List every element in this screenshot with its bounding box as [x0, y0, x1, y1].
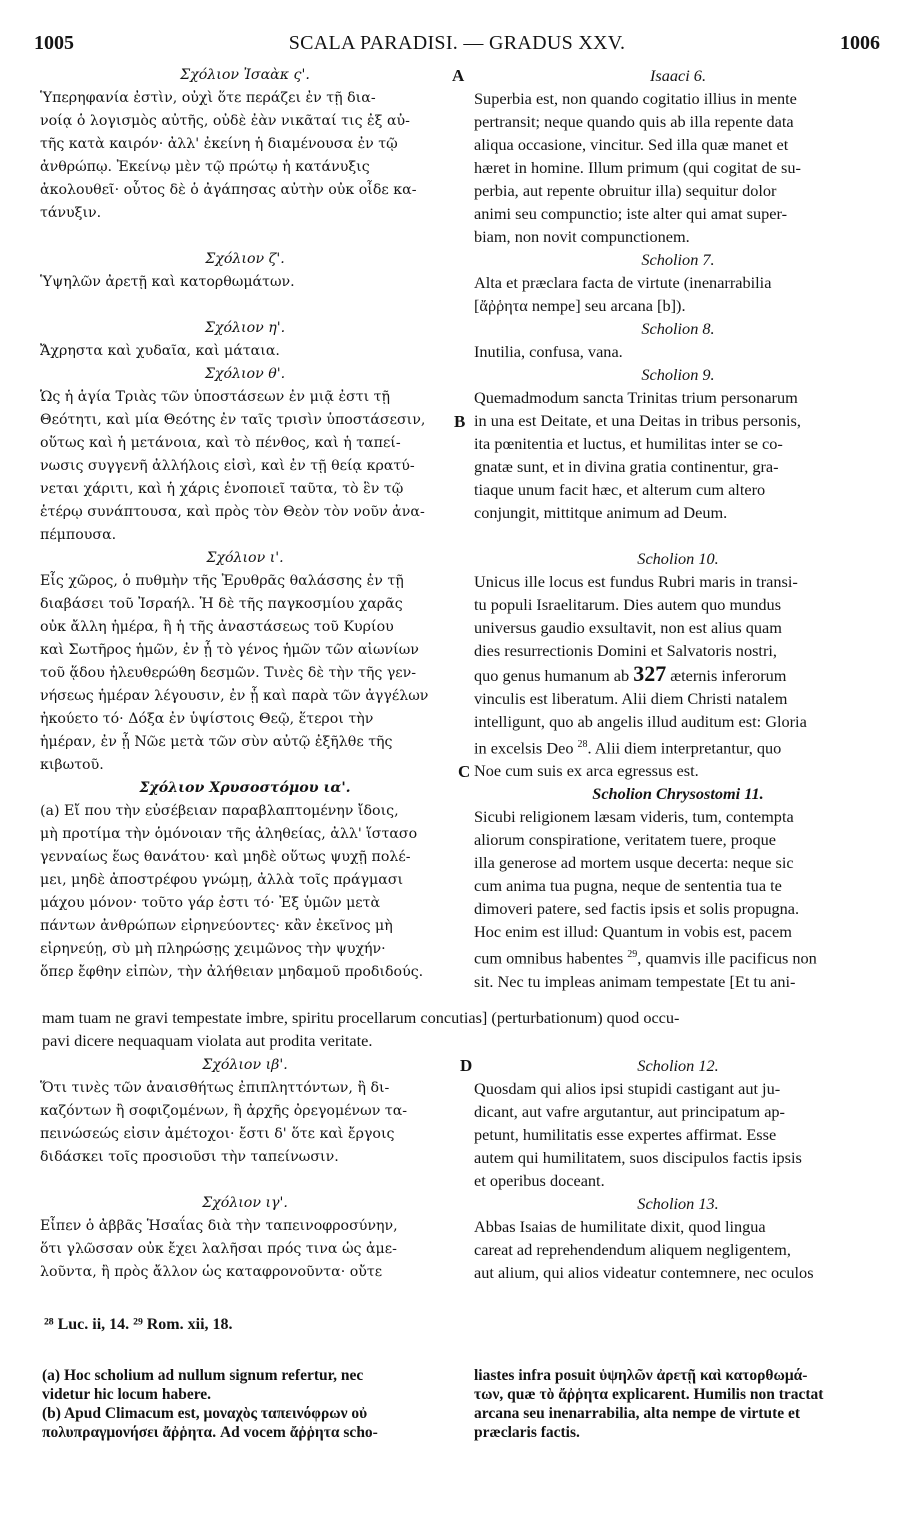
greek-line: ἑτέρῳ συνάπτουσα, καὶ πρὸς τὸν Θεὸν τὸν νοῦν ἀνα- — [40, 504, 425, 520]
greek-heading-10: Σχόλιον ι'. — [206, 550, 284, 566]
greek-line: τάνυξιν. — [40, 205, 102, 221]
greek-line: Ὑπερηφανία ἐστὶν, οὐχὶ ὅτε περάζει ἐν τῇ δια- — [40, 90, 376, 106]
notes-left — [42, 1366, 452, 1442]
greek-line: ὅπερ ἔφθην εἰπὼν, τὴν ἀλήθειαν μηδαμοῦ προδιδούς. — [40, 964, 424, 980]
latin-line: aliorum conspiratione, veritatem tuere, proque — [474, 830, 776, 850]
latin-text: quo genus humanum ab — [474, 666, 630, 685]
running-title: SCALA PARADISI. — GRADUS XXV. — [288, 32, 626, 54]
greek-heading-11: Σχόλιον Χρυσοστόμου ια'. — [139, 780, 351, 796]
greek-line: ἀκολουθεῖ· οὗτος δὲ ὁ ἀγάπησας αὐτὴν οὐκ οἶδε κα- — [40, 182, 417, 198]
greek-line: ὅτι γλῶσσαν οὐκ ἔχει λαλῆσαι πρός τινα ὡς ἀμε- — [40, 1241, 397, 1257]
latin-text: cum omnibus habentes — [474, 948, 624, 968]
greek-line: διδάσκει τοῖς προσιοῦσι τὴν ταπείνωσιν. — [40, 1149, 339, 1165]
greek-heading-6: Σχόλιον Ἰσαὰκ ς'. — [180, 67, 310, 83]
latin-heading-10: Scholion 10. — [637, 549, 719, 568]
greek-column-upper — [40, 64, 450, 984]
greek-heading-9: Σχόλιον θ'. — [204, 366, 286, 382]
latin-line: Sicubi religionem læsam videris, tum, contempta — [474, 807, 794, 827]
latin-heading-13: Scholion 13. — [637, 1194, 719, 1213]
latin-heading-11: Scholion Chrysostomi 11. — [592, 784, 764, 804]
margin-letter-a: A — [452, 66, 465, 85]
margin-letter-c: C — [458, 762, 471, 781]
note-line: πολυπραγμονήσει ἄῤῥητα. Ad vocem ἄῤῥητα scho- — [42, 1424, 378, 1441]
greek-column-lower — [40, 1054, 450, 1284]
latin-line: autem qui humilitatem, suos discipulos factis ipsis — [474, 1148, 802, 1167]
greek-line: Εἶπεν ὁ ἀββᾶς Ἡσαΐας διὰ τὴν ταπεινοφροσύνην, — [40, 1218, 398, 1234]
greek-heading-7: Σχόλιον ζ'. — [205, 251, 285, 267]
latin-heading-8: Scholion 8. — [641, 319, 715, 338]
latin-line: hæret in homine. Illum primum (qui cogitat de su- — [474, 158, 801, 177]
latin-line: tu populi Israelitarum. Dies autem quo mundus — [474, 595, 782, 614]
greek-line: νεται χάριτι, καὶ ἡ χάρις ἑνοποιεῖ ταῦτα, τὸ ἓν τῷ — [40, 481, 404, 497]
greek-line: (a) Εἴ που τὴν εὐσέβειαν παραβλαπτομένην ἴδοις, — [40, 803, 399, 819]
greek-line: Ἄχρηστα καὶ χυδαῖα, καὶ μάταια. — [40, 343, 280, 359]
latin-heading-7: Scholion 7. — [641, 250, 715, 269]
latin-line: Superbia est, non quando cogitatio illius in mente — [474, 89, 797, 108]
full-line: pavi dicere nequaquam violata aut prodita veritate. — [42, 1031, 373, 1050]
latin-line: sit. Nec tu impleas animam tempestate [Et tu ani- — [474, 971, 796, 991]
latin-line: Hoc enim est illud: Quantum in vobis est, pacem — [474, 922, 792, 942]
latin-line: ita pœnitentia et luctus, et humilitas inter se co- — [474, 434, 783, 453]
greek-line: μάχου μόνον· τοῦτο γάρ ἐστι τό· Ἐξ ὑμῶν μετὰ — [40, 895, 381, 911]
latin-line: Unicus ille locus est fundus Rubri maris in transi- — [474, 572, 798, 591]
footnotes: ²⁸ Luc. ii, 14. ²⁹ Rom. xii, 18. — [44, 1316, 233, 1333]
greek-line: ἡμέραν, ἐν ᾗ Νῶε μετὰ τῶν σὺν αὐτῷ ἐξῆλθε τῆς — [40, 734, 393, 750]
latin-line: gnatæ sunt, et in divina gratia continentur, gra- — [474, 457, 779, 476]
latin-line — [474, 943, 882, 969]
greek-line: νοίᾳ ὁ λογισμὸς αὐτῆς, οὐδὲ ἐὰν νικᾶταί τις ἐξ αὐ- — [40, 113, 410, 129]
greek-line: οὐκ ἄλλη ἡμέρα, ἢ ἡ τῆς ἀναστάσεως τοῦ Κυρίου — [40, 619, 394, 635]
latin-line: [ἄῤῥητα nempe] seu arcana [b]). — [474, 296, 686, 315]
greek-line: Ὅτι τινὲς τῶν ἀναισθήτως ἐπιπληττόντων, ἢ δι- — [40, 1080, 390, 1096]
latin-line: illa generose ad mortem usque decerta: neque sic — [474, 853, 794, 873]
latin-line: biam, non novit compunctionem. — [474, 227, 690, 246]
greek-line: τοῦ ᾅδου ἠλευθερώθη δεσμῶν. Τινὲς δὲ τὴν τῆς γεν- — [40, 665, 417, 681]
greek-heading-13: Σχόλιον ιγ'. — [202, 1195, 288, 1211]
greek-line: οὕτως καὶ ἡ μετάνοια, καὶ τὸ πένθος, καὶ ἡ ταπεί- — [40, 435, 401, 451]
latin-heading-9: Scholion 9. — [641, 365, 715, 384]
greek-line: Θεότητι, καὶ μία Θεότης ἐν ταῖς τρισὶν ὑποστάσεσιν, — [40, 412, 426, 428]
greek-line: εἰρηνεύῃ, σὺ μὴ πληρώσῃς χειμῶνος τὴν ψυχήν· — [40, 941, 386, 957]
latin-line: universus gaudio exsultavit, non est alius quam — [474, 618, 782, 637]
note-line: των, quæ τὸ ἄῤῥητα explicarent. Humilis non tractat — [474, 1386, 824, 1403]
margin-letter-b: B — [454, 412, 466, 431]
note-line: (b) Apud Climacum est, μοναχὸς ταπεινόφρων οὐ — [42, 1405, 368, 1422]
greek-line: καὶ Σωτῆρος ἡμῶν, ἐν ᾗ τὸ γένος ἡμῶν τῶν αἰωνίων — [40, 642, 419, 658]
note-line: videtur hic locum habere. — [42, 1386, 212, 1403]
latin-line: Noe cum suis ex arca egressus est. — [474, 761, 699, 781]
footnote-ref-28: 28 — [577, 739, 588, 750]
notes-right — [474, 1366, 886, 1442]
latin-line: careat ad reprehendendum aliquem negligentem, — [474, 1240, 791, 1259]
footnote-ref-29: 29 — [627, 949, 638, 961]
latin-line: conjungit, mittitque animum ad Deum. — [474, 503, 728, 522]
greek-line: Ὑψηλῶν ἀρετῇ καὶ κατορθωμάτων. — [40, 274, 295, 290]
latin-line — [474, 733, 882, 759]
margin-letter-d: D — [460, 1056, 473, 1075]
latin-text: æternis inferorum — [670, 666, 787, 685]
latin-line: aliqua occasione, vincitur. Sed illa quæ manet et — [474, 135, 789, 154]
greek-line: ἠκούετο τό· Δόξα ἐν ὑψίστοις Θεῷ, ἕτεροι τὴν — [40, 711, 374, 727]
latin-line: dies resurrectionis Domini et Salvatoris nostri, — [474, 641, 777, 660]
page-number-left: 1005 — [34, 32, 74, 54]
note-line: (a) Hoc scholium ad nullum signum refertur, nec — [42, 1367, 364, 1384]
greek-line: νήσεως ἡμέραν λέγουσιν, ἐν ᾗ καὶ παρὰ τῶν ἀγγέλων — [40, 688, 429, 704]
latin-text: , quamvis ille pacificus non — [637, 948, 817, 968]
full-line: mam tuam ne gravi tempestate imbre, spiritu procellarum concutias] (perturbationum) quod occu- — [42, 1008, 680, 1027]
greek-line: γενναίως ἕως θανάτου· καὶ μηδὲ οὕτως ψυχῇ πολέ- — [40, 849, 411, 865]
latin-heading-6: Isaaci 6. — [649, 66, 707, 85]
latin-line: Quemadmodum sancta Trinitas trium personarum — [474, 388, 798, 407]
latin-column-upper — [474, 64, 882, 993]
latin-column-lower — [474, 1054, 882, 1284]
latin-text: . Alii diem interpretantur, quo — [587, 738, 782, 758]
note-line: arcana seu inenarrabilia, alta nempe de virtute et — [474, 1405, 801, 1422]
latin-line: cum anima tua pugna, neque de sententia tua te — [474, 876, 782, 896]
note-line: præclaris factis. — [474, 1424, 580, 1441]
latin-line: in una est Deitate, et una Deitas in tribus personis, — [474, 411, 801, 430]
column-number: 327 — [633, 661, 667, 686]
full-width-text — [42, 1006, 892, 1052]
latin-line: vinculis est liberatum. Alii diem Christi natalem — [474, 689, 788, 708]
greek-line: πάντων ἀνθρώπων εἰρηνεύοντες· κἂν ἐκεῖνος μὴ — [40, 918, 393, 934]
greek-line: μει, μηδὲ ἀποστρέφου γνώμῃ, ἀλλὰ τοῖς πράγμασι — [40, 872, 404, 888]
latin-line: perbia, aut repente obruitur illa) sequitur dolor — [474, 181, 777, 200]
latin-text: in excelsis Deo — [474, 738, 574, 758]
latin-line — [474, 662, 882, 687]
greek-line: λοῦντα, ἢ πρὸς ἄλλον ὡς καταφρονοῦντα· οὔτε — [40, 1264, 383, 1280]
greek-line: μὴ προτίμα τὴν ὁμόνοιαν τῆς ἀληθείας, ἀλλ' ἵστασο — [40, 826, 418, 842]
greek-line: νωσις συγγενῆ ἀλλήλοις εἰσὶ, καὶ ἐν τῇ θείᾳ κρατύ- — [40, 458, 415, 474]
page-number-right: 1006 — [840, 32, 880, 54]
greek-heading-12: Σχόλιον ιβ'. — [202, 1057, 288, 1073]
latin-line: petunt, humilitatis esse expertes affirmat. Esse — [474, 1125, 777, 1144]
latin-heading-12: Scholion 12. — [637, 1056, 719, 1075]
latin-line: Quosdam qui alios ipsi stupidi castigant aut ju- — [474, 1079, 781, 1098]
greek-line: καζόντων ἢ σοφιζομένων, ἢ ἀρχῆς ὀρεγομένων τα- — [40, 1103, 408, 1119]
greek-line: πεινώσεώς εἰσιν ἀμέτοχοι· ἔστι δ' ὅτε καὶ ἔργοις — [40, 1126, 395, 1142]
greek-line: Ὡς ἡ ἁγία Τριὰς τῶν ὑποστάσεων ἐν μιᾷ ἐστι τῇ — [40, 389, 391, 405]
latin-line: tiaque unum facit hæc, et alterum cum altero — [474, 480, 766, 499]
latin-line: animi seu compunctio; iste alter qui amat super- — [474, 204, 788, 223]
latin-line: dimoveri patere, sed factis ipsis et solis propugna. — [474, 899, 800, 919]
greek-line: τῆς κατὰ καιρόν· ἀλλ' ἐκείνη ἡ διαμένουσα ἐν τῷ — [40, 136, 398, 152]
latin-line: intelligunt, quo ab angelis illud auditum est: Gloria — [474, 712, 807, 731]
note-line: liastes infra posuit ὑψηλῶν ἀρετῇ καὶ κατορθωμά- — [474, 1367, 808, 1384]
greek-heading-8: Σχόλιον η'. — [204, 320, 286, 336]
latin-line: Inutilia, confusa, vana. — [474, 342, 623, 361]
greek-line: Εἷς χῶρος, ὁ πυθμὴν τῆς Ἐρυθρᾶς θαλάσσης ἐν τῇ — [40, 573, 404, 589]
latin-line: pertransit; neque quando quis ab illa repente data — [474, 112, 794, 131]
greek-line: ἀνθρώπῳ. Ἐκείνῳ μὲν τῷ πρώτῳ ἡ κατάνυξις — [40, 159, 370, 175]
latin-line: dicant, aut vafre argutantur, aut principatum ap- — [474, 1102, 785, 1121]
latin-line: Alta et præclara facta de virtute (inenarrabilia — [474, 273, 772, 292]
latin-line: aut alium, qui alios videatur contemnere, nec oculos — [474, 1263, 814, 1282]
latin-line: Abbas Isaias de humilitate dixit, quod lingua — [474, 1217, 766, 1236]
greek-line: πέμπουσα. — [40, 527, 117, 543]
greek-line: διαβάσει τοῦ Ἰσραήλ. Ἡ δὲ τῆς παγκοσμίου χαρᾶς — [40, 596, 403, 612]
latin-line: et operibus doceant. — [474, 1171, 605, 1190]
greek-line: κιβωτοῦ. — [40, 757, 104, 773]
page-header — [34, 32, 880, 62]
